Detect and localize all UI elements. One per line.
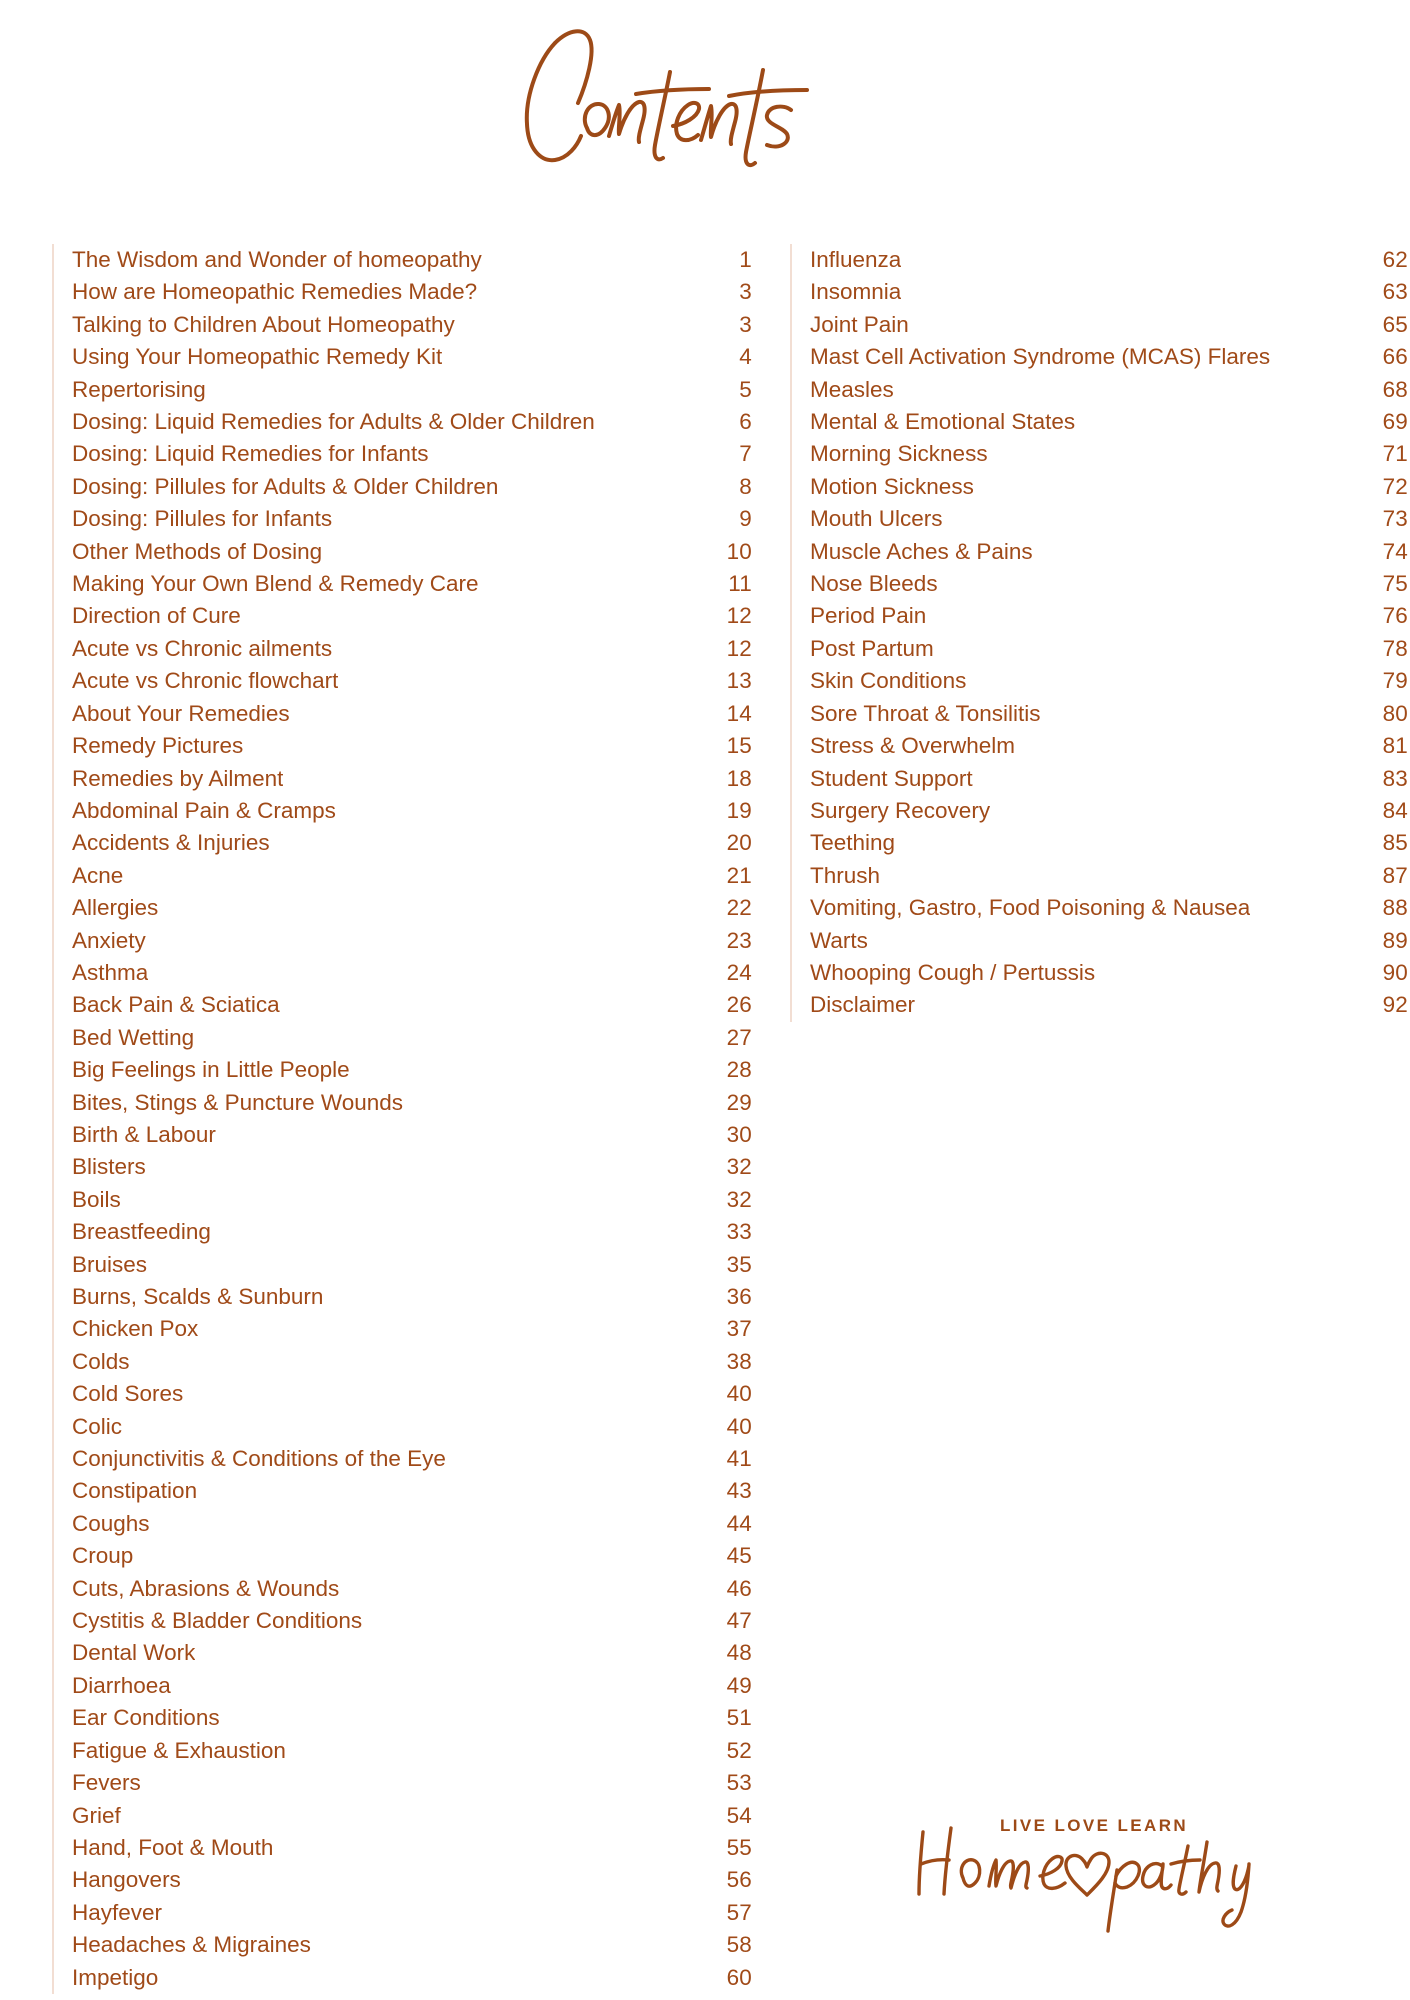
toc-entry-title: Colic <box>72 1413 123 1439</box>
toc-entry-page-number: 80 <box>1382 700 1408 726</box>
toc-entry-title: How are Homeopathic Remedies Made? <box>72 279 478 305</box>
toc-entry[interactable] <box>810 309 1408 341</box>
toc-entry-page-number: 19 <box>726 797 752 823</box>
toc-entry-title: Mouth Ulcers <box>810 506 943 532</box>
toc-entry-title: Warts <box>810 927 868 953</box>
toc-entry-title: Making Your Own Blend & Remedy Care <box>72 571 479 597</box>
toc-entry[interactable] <box>72 892 752 924</box>
toc-entry[interactable] <box>72 1962 752 1994</box>
toc-entry-title: Sore Throat & Tonsilitis <box>810 700 1041 726</box>
toc-entry[interactable] <box>810 276 1408 308</box>
toc-entry-page-number: 10 <box>726 538 752 564</box>
toc-entry[interactable] <box>810 665 1408 697</box>
toc-entry-title: Burns, Scalds & Sunburn <box>72 1284 324 1309</box>
toc-entry-title: Insomnia <box>810 279 902 305</box>
toc-entry[interactable] <box>810 989 1408 1021</box>
toc-entry-title: Hand, Foot & Mouth <box>72 1834 274 1860</box>
toc-entry[interactable] <box>72 827 752 859</box>
toc-entry-page-number: 74 <box>1382 538 1408 564</box>
toc-entry[interactable] <box>810 341 1408 373</box>
toc-entry-page-number: 65 <box>1382 311 1408 337</box>
toc-entry-page-number: 63 <box>1382 279 1408 305</box>
toc-entry-page-number: 56 <box>726 1867 752 1893</box>
toc-entry-page-number: 68 <box>1382 376 1408 402</box>
toc-entry-page-number: 52 <box>726 1737 752 1763</box>
toc-entry-page-number: 32 <box>726 1154 752 1180</box>
toc-entry-page-number: 85 <box>1382 830 1408 856</box>
toc-entry-page-number: 36 <box>726 1284 752 1309</box>
toc-entry[interactable] <box>72 1151 752 1183</box>
toc-entry-title: Muscle Aches & Pains <box>810 538 1033 564</box>
toc-entry[interactable] <box>810 438 1408 470</box>
table-of-contents <box>0 244 1410 1994</box>
toc-entry[interactable] <box>72 503 752 535</box>
toc-entry-page-number: 38 <box>726 1348 752 1374</box>
toc-entry[interactable] <box>72 1508 752 1540</box>
toc-entry-page-number: 46 <box>726 1575 752 1601</box>
toc-entry-title: Disclaimer <box>810 992 916 1018</box>
toc-entry[interactable] <box>810 536 1408 568</box>
toc-entry-title: Fatigue & Exhaustion <box>72 1737 286 1763</box>
toc-entry[interactable] <box>810 860 1408 892</box>
toc-entry-title: Blisters <box>72 1154 146 1180</box>
toc-entry-page-number: 76 <box>1382 603 1408 629</box>
contents-script-title <box>495 10 915 185</box>
toc-entry-page-number: 23 <box>726 927 752 953</box>
toc-entry-title: Constipation <box>72 1478 198 1504</box>
toc-entry[interactable] <box>810 925 1408 957</box>
toc-entry[interactable] <box>72 633 752 665</box>
toc-entry[interactable] <box>810 374 1408 406</box>
toc-entry-page-number: 54 <box>726 1802 752 1828</box>
toc-entry-page-number: 37 <box>726 1316 752 1342</box>
toc-entry-title: Bed Wetting <box>72 1024 195 1050</box>
toc-entry-page-number: 5 <box>739 376 752 402</box>
toc-entry-title: Chicken Pox <box>72 1316 199 1342</box>
toc-entry[interactable] <box>72 1087 752 1119</box>
toc-entry-page-number: 58 <box>726 1932 752 1958</box>
toc-entry-page-number: 44 <box>726 1510 752 1536</box>
toc-entry-page-number: 45 <box>726 1543 752 1569</box>
toc-entry[interactable] <box>72 1800 752 1832</box>
toc-entry[interactable] <box>72 1832 752 1864</box>
toc-entry-title: Nose Bleeds <box>810 571 938 597</box>
toc-entry-title: Mental & Emotional States <box>810 409 1076 435</box>
toc-entry-page-number: 72 <box>1382 473 1408 499</box>
toc-entry[interactable] <box>72 1475 752 1507</box>
toc-entry-page-number: 15 <box>726 733 752 759</box>
toc-entry-page-number: 1 <box>739 247 752 272</box>
toc-entry-title: Acute vs Chronic flowchart <box>72 668 339 694</box>
toc-entry[interactable] <box>72 1897 752 1929</box>
toc-entry[interactable] <box>72 989 752 1021</box>
toc-entry[interactable] <box>72 244 752 276</box>
toc-entry[interactable] <box>72 1637 752 1669</box>
toc-entry-title: Teething <box>810 830 896 856</box>
toc-entry-title: Impetigo <box>72 1964 159 1990</box>
toc-entry-page-number: 73 <box>1382 506 1408 532</box>
toc-entry-title: Influenza <box>810 247 902 272</box>
brand-logo <box>905 1798 1255 1938</box>
toc-entry-page-number: 30 <box>726 1121 752 1147</box>
toc-entry-page-number: 4 <box>739 344 752 370</box>
toc-entry-title: Cuts, Abrasions & Wounds <box>72 1575 340 1601</box>
toc-entry-page-number: 62 <box>1382 247 1408 272</box>
toc-entry-page-number: 12 <box>726 635 752 661</box>
toc-entry-title: Student Support <box>810 765 973 791</box>
toc-entry-page-number: 55 <box>726 1834 752 1860</box>
toc-entry-page-number: 12 <box>726 603 752 629</box>
toc-entry-title: Cold Sores <box>72 1381 184 1407</box>
toc-entry-page-number: 7 <box>739 441 752 467</box>
toc-entry[interactable] <box>810 406 1408 438</box>
toc-entry-page-number: 48 <box>726 1640 752 1666</box>
toc-entry[interactable] <box>810 503 1408 535</box>
toc-entry-page-number: 66 <box>1382 344 1408 370</box>
toc-entry[interactable] <box>72 600 752 632</box>
toc-entry-title: Thrush <box>810 862 881 888</box>
toc-entry-page-number: 47 <box>726 1608 752 1634</box>
toc-entry[interactable] <box>72 957 752 989</box>
toc-entry[interactable] <box>72 536 752 568</box>
toc-entry-page-number: 18 <box>726 765 752 791</box>
toc-entry-title: Hangovers <box>72 1867 181 1893</box>
toc-entry-title: Breastfeeding <box>72 1219 211 1245</box>
toc-entry-title: Remedies by Ailment <box>72 765 284 791</box>
toc-entry-title: Headaches & Migraines <box>72 1932 311 1958</box>
toc-entry[interactable] <box>72 374 752 406</box>
toc-entry[interactable] <box>72 1022 752 1054</box>
toc-entry[interactable] <box>810 600 1408 632</box>
toc-entry[interactable] <box>810 633 1408 665</box>
toc-entry[interactable] <box>810 957 1408 989</box>
toc-entry-title: Morning Sickness <box>810 441 988 467</box>
toc-entry[interactable] <box>810 763 1408 795</box>
toc-entry-page-number: 88 <box>1382 895 1408 921</box>
toc-entry[interactable] <box>72 406 752 438</box>
toc-entry[interactable] <box>72 1735 752 1767</box>
toc-entry-page-number: 69 <box>1382 409 1408 435</box>
toc-entry[interactable] <box>72 1346 752 1378</box>
toc-entry-title: Diarrhoea <box>72 1672 171 1698</box>
page-header <box>0 0 1410 190</box>
toc-entry-page-number: 24 <box>726 959 752 985</box>
toc-entry-page-number: 40 <box>726 1413 752 1439</box>
toc-entry[interactable] <box>72 1054 752 1086</box>
toc-entry-title: Bites, Stings & Puncture Wounds <box>72 1089 404 1115</box>
toc-entry[interactable] <box>72 860 752 892</box>
toc-entry-page-number: 13 <box>726 668 752 694</box>
toc-entry-title: Bruises <box>72 1251 148 1277</box>
toc-entry-page-number: 20 <box>726 830 752 856</box>
toc-entry-page-number: 33 <box>726 1219 752 1245</box>
toc-entry-page-number: 57 <box>726 1899 752 1925</box>
toc-entry-title: Direction of Cure <box>72 603 241 629</box>
toc-entry-title: Period Pain <box>810 603 927 629</box>
toc-entry-page-number: 87 <box>1382 862 1408 888</box>
toc-entry[interactable] <box>72 1313 752 1345</box>
toc-entry-title: Vomiting, Gastro, Food Poisoning & Nausea <box>810 895 1251 921</box>
toc-entry-title: Conjunctivitis & Conditions of the Eye <box>72 1446 446 1472</box>
toc-entry[interactable] <box>72 1702 752 1734</box>
toc-entry-title: Ear Conditions <box>72 1705 220 1731</box>
toc-entry-title: Post Partum <box>810 635 934 661</box>
toc-entry[interactable] <box>810 568 1408 600</box>
toc-entry-title: Using Your Homeopathic Remedy Kit <box>72 344 443 370</box>
toc-entry-page-number: 21 <box>726 862 752 888</box>
toc-entry[interactable] <box>810 698 1408 730</box>
toc-entry-title: Colds <box>72 1348 130 1374</box>
toc-entry[interactable] <box>72 925 752 957</box>
toc-entry[interactable] <box>72 763 752 795</box>
toc-entry-title: Back Pain & Sciatica <box>72 992 280 1018</box>
toc-entry[interactable] <box>72 1929 752 1961</box>
toc-entry[interactable] <box>72 309 752 341</box>
toc-entry-title: Dosing: Liquid Remedies for Adults & Older Children <box>72 409 595 435</box>
toc-entry[interactable] <box>810 795 1408 827</box>
toc-entry-title: Allergies <box>72 895 159 921</box>
toc-entry-title: Accidents & Injuries <box>72 830 270 856</box>
logo-tagline: LIVE LOVE LEARN <box>1000 1816 1189 1835</box>
toc-entry[interactable] <box>72 471 752 503</box>
toc-entry-page-number: 22 <box>726 895 752 921</box>
toc-entry[interactable] <box>72 438 752 470</box>
toc-column-right <box>790 244 1408 1022</box>
toc-entry-page-number: 41 <box>726 1446 752 1472</box>
toc-entry-title: Dosing: Pillules for Infants <box>72 506 333 532</box>
toc-entry-title: Cystitis & Bladder Conditions <box>72 1608 363 1634</box>
toc-entry[interactable] <box>72 1670 752 1702</box>
toc-entry[interactable] <box>72 1378 752 1410</box>
toc-entry-page-number: 75 <box>1382 571 1408 597</box>
toc-entry-page-number: 14 <box>726 700 752 726</box>
toc-entry-page-number: 90 <box>1382 959 1408 985</box>
toc-entry-title: Other Methods of Dosing <box>72 538 323 564</box>
toc-column-left <box>52 244 752 1994</box>
toc-entry-title: Whooping Cough / Pertussis <box>810 959 1096 985</box>
toc-entry-page-number: 51 <box>726 1705 752 1731</box>
toc-entry[interactable] <box>72 1767 752 1799</box>
toc-entry[interactable] <box>810 244 1408 276</box>
toc-entry-page-number: 26 <box>726 992 752 1018</box>
toc-entry-title: Boils <box>72 1186 121 1212</box>
toc-entry-page-number: 81 <box>1382 733 1408 759</box>
toc-entry[interactable] <box>72 1119 752 1151</box>
toc-entry-page-number: 84 <box>1382 797 1408 823</box>
toc-entry[interactable] <box>810 730 1408 762</box>
toc-entry-page-number: 9 <box>739 506 752 532</box>
toc-entry-page-number: 29 <box>726 1089 752 1115</box>
toc-entry-title: Surgery Recovery <box>810 797 991 823</box>
toc-entry[interactable] <box>72 276 752 308</box>
toc-entry[interactable] <box>72 730 752 762</box>
toc-entry-title: Abdominal Pain & Cramps <box>72 797 336 823</box>
toc-entry[interactable] <box>72 665 752 697</box>
toc-entry-title: About Your Remedies <box>72 700 290 726</box>
toc-entry-page-number: 89 <box>1382 927 1408 953</box>
toc-entry-title: Motion Sickness <box>810 473 974 499</box>
toc-entry[interactable] <box>72 795 752 827</box>
toc-entry-page-number: 60 <box>726 1964 752 1990</box>
toc-entry-page-number: 78 <box>1382 635 1408 661</box>
toc-entry[interactable] <box>72 1605 752 1637</box>
toc-entry[interactable] <box>72 1216 752 1248</box>
toc-entry-page-number: 83 <box>1382 765 1408 791</box>
toc-entry-page-number: 32 <box>726 1186 752 1212</box>
toc-entry-page-number: 49 <box>726 1672 752 1698</box>
toc-entry-title: Acute vs Chronic ailments <box>72 635 333 661</box>
toc-entry-page-number: 28 <box>726 1057 752 1083</box>
toc-entry-page-number: 92 <box>1382 992 1408 1018</box>
toc-entry-title: Remedy Pictures <box>72 733 244 759</box>
toc-entry-page-number: 11 <box>728 571 752 597</box>
toc-entry-page-number: 3 <box>739 311 752 337</box>
toc-entry-page-number: 40 <box>726 1381 752 1407</box>
toc-entry[interactable] <box>72 1184 752 1216</box>
toc-entry[interactable] <box>72 698 752 730</box>
toc-entry-title: Croup <box>72 1543 134 1569</box>
toc-entry[interactable] <box>72 1443 752 1475</box>
toc-entry-title: Mast Cell Activation Syndrome (MCAS) Flares <box>810 344 1271 370</box>
toc-entry-title: Repertorising <box>72 376 206 402</box>
toc-entry[interactable] <box>72 1540 752 1572</box>
toc-entry-page-number: 35 <box>726 1251 752 1277</box>
toc-entry[interactable] <box>810 471 1408 503</box>
toc-entry-page-number: 3 <box>739 279 752 305</box>
toc-entry[interactable] <box>72 1281 752 1313</box>
toc-entry[interactable] <box>72 1573 752 1605</box>
toc-entry-title: Dental Work <box>72 1640 196 1666</box>
toc-entry-title: Dosing: Pillules for Adults & Older Children <box>72 473 499 499</box>
toc-entry[interactable] <box>72 341 752 373</box>
toc-entry-page-number: 79 <box>1382 668 1408 694</box>
toc-entry[interactable] <box>72 1249 752 1281</box>
toc-entry-title: Talking to Children About Homeopathy <box>72 311 455 337</box>
toc-entry-title: Stress & Overwhelm <box>810 733 1016 759</box>
toc-entry-title: Birth & Labour <box>72 1121 216 1147</box>
toc-entry-title: Joint Pain <box>810 311 909 337</box>
toc-entry-title: Hayfever <box>72 1899 163 1925</box>
toc-entry-title: Measles <box>810 376 894 402</box>
toc-entry-title: The Wisdom and Wonder of homeopathy <box>72 247 482 272</box>
toc-entry-page-number: 8 <box>739 473 752 499</box>
toc-entry-page-number: 71 <box>1382 441 1408 467</box>
toc-entry-page-number: 53 <box>726 1770 752 1796</box>
toc-entry[interactable] <box>72 1411 752 1443</box>
toc-entry-title: Coughs <box>72 1510 150 1536</box>
toc-entry-title: Big Feelings in Little People <box>72 1057 350 1083</box>
toc-entry-title: Anxiety <box>72 927 146 953</box>
toc-entry-title: Fevers <box>72 1770 141 1796</box>
toc-entry-title: Acne <box>72 862 124 888</box>
toc-entry-title: Skin Conditions <box>810 668 967 694</box>
page-title <box>0 10 1410 185</box>
toc-entry-title: Grief <box>72 1802 121 1828</box>
toc-entry-page-number: 43 <box>726 1478 752 1504</box>
toc-entry-page-number: 6 <box>739 409 752 435</box>
toc-entry-title: Asthma <box>72 959 149 985</box>
toc-entry[interactable] <box>810 827 1408 859</box>
toc-entry[interactable] <box>72 568 752 600</box>
toc-entry[interactable] <box>72 1864 752 1896</box>
toc-entry[interactable] <box>810 892 1408 924</box>
toc-entry-title: Dosing: Liquid Remedies for Infants <box>72 441 429 467</box>
toc-entry-page-number: 27 <box>726 1024 752 1050</box>
